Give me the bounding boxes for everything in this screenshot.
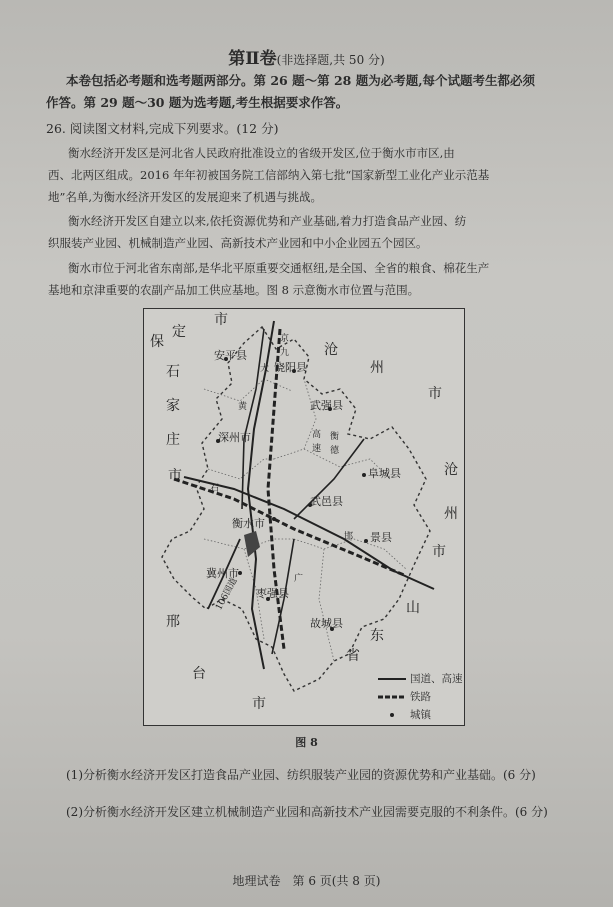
page-footer: 地理试卷 第 6 页(共 8 页) <box>232 874 381 888</box>
legend-road <box>378 670 463 688</box>
route-label-gao: 高 <box>312 430 322 440</box>
route-label-huang: 黄 <box>238 402 248 412</box>
section-title-sub: (非选择题,共 50 分) <box>276 53 385 67</box>
legend-road-symbol <box>378 676 406 682</box>
label-shi-5: 市 <box>252 696 266 712</box>
label-shi-2: 市 <box>168 468 182 484</box>
town-jingxian <box>364 539 368 543</box>
route-label-guang: 广 <box>294 574 304 584</box>
question-1: (1)分析衡水经济开发区打造食品产业园、纺织服装产业园的资源优势和产业基础。(6 分) <box>66 768 536 782</box>
label-sheng: 省 <box>346 648 360 664</box>
county-hengshui: 衡水市 <box>232 517 265 530</box>
label-zhou: 州 <box>370 360 384 376</box>
town-hengshui <box>272 517 276 521</box>
county-boundary-3 <box>208 459 274 479</box>
para3-line1: 衡水市位于河北省东南部,是华北平原重要交通枢纽,是全国、全省的粮食、棉花生产 <box>68 261 490 275</box>
label-shi-3: 市 <box>428 386 442 402</box>
label-xing: 邢 <box>166 614 180 630</box>
route-label-106: 106国道 <box>214 576 240 613</box>
route-label-jing: 京 <box>280 334 290 344</box>
county-jingxian: 景县 <box>370 531 392 544</box>
intro-line-1: 本卷包括必考题和选考题两部分。第 26 题～第 28 题为必考题,每个试题考生都必须 <box>66 73 536 88</box>
rail-1 <box>268 329 284 649</box>
label-ding: 定 <box>172 324 186 340</box>
figure-caption: 图 8 <box>295 736 318 749</box>
dev-zone <box>244 531 260 557</box>
para2-line2: 织服装产业园、机械制造产业园、高新技术产业园和中小企业园五个园区。 <box>48 236 428 250</box>
question-2: (2)分析衡水经济开发区建立机械制造产业园和高新技术产业园需要克服的不利条件。(6 分) <box>66 805 548 819</box>
label-bao: 保 <box>150 334 164 350</box>
label-shi-1: 市 <box>214 312 228 328</box>
label-shi-4: 市 <box>432 544 446 560</box>
legend-road-label: 国道、高速 <box>410 673 463 685</box>
hengshui-map <box>143 308 465 726</box>
label-dong: 东 <box>370 628 384 644</box>
county-anping: 安平县 <box>214 349 247 362</box>
label-cang: 沧 <box>324 342 338 358</box>
county-jizhou: 冀州市 <box>206 567 239 580</box>
legend-town <box>378 706 463 724</box>
city-boundary <box>162 327 430 691</box>
legend-rail <box>378 688 463 706</box>
town-fucheng <box>362 473 366 477</box>
route-label-da: 大 <box>260 364 270 374</box>
para1-line1: 衡水经济开发区是河北省人民政府批准设立的省级开发区,位于衡水市市区,由 <box>68 146 455 160</box>
county-boundary-8 <box>319 549 334 661</box>
label-cang-2: 沧 <box>444 462 458 478</box>
section-title-main: 第Ⅱ卷 <box>228 49 277 69</box>
legend-town-label: 城镇 <box>410 709 431 721</box>
para2-line1: 衡水经济开发区自建立以来,依托资源优势和产业基础,着力打造食品产业园、纺 <box>68 214 467 228</box>
route-label-heng: 衡 <box>330 432 340 442</box>
label-shi-s: 石 <box>166 364 180 380</box>
map-legend <box>378 670 463 724</box>
intro-line-2: 作答。第 29 题～30 题为选考题,考生根据要求作答。 <box>46 95 349 110</box>
label-jia: 家 <box>166 398 180 414</box>
route-label-jiu: 九 <box>280 348 290 358</box>
legend-town-symbol <box>378 712 406 718</box>
county-shenzhou: 深州市 <box>218 431 251 444</box>
section-title <box>0 44 613 69</box>
question-26-head: 26. 阅读图文材料,完成下列要求。(12 分) <box>46 121 279 136</box>
label-tai: 台 <box>192 666 206 682</box>
para1-line3: 地”名单,为衡水经济开发区的发展迎来了机遇与挑战。 <box>48 190 323 204</box>
route-label-su: 速 <box>312 444 322 454</box>
label-zhuang: 庄 <box>166 432 180 448</box>
route-label-han: 邯 <box>344 532 354 542</box>
county-wuyi: 武邑县 <box>310 495 343 508</box>
county-wuqiang: 武强县 <box>310 399 343 412</box>
legend-rail-symbol <box>378 694 406 700</box>
rail-2 <box>174 479 404 575</box>
para3-line2: 基地和京津重要的农副产品加工供应基地。图 8 示意衡水市位置与范围。 <box>48 283 420 297</box>
route-label-de: 德 <box>330 446 340 456</box>
county-zaoqiang: 枣强县 <box>256 587 289 600</box>
route-label-shi: 石 <box>210 484 220 494</box>
para1-line2: 西、北两区组成。2016 年年初被国务院工信部纳入第七批“国家新型工业化产业示范基 <box>48 168 490 182</box>
county-gucheng: 故城县 <box>310 617 343 630</box>
county-raoyang: 饶阳县 <box>274 361 307 374</box>
label-shan: 山 <box>406 600 420 616</box>
county-fucheng: 阜城县 <box>368 467 401 480</box>
label-zhou-2: 州 <box>444 506 458 522</box>
legend-rail-label: 铁路 <box>410 691 431 703</box>
